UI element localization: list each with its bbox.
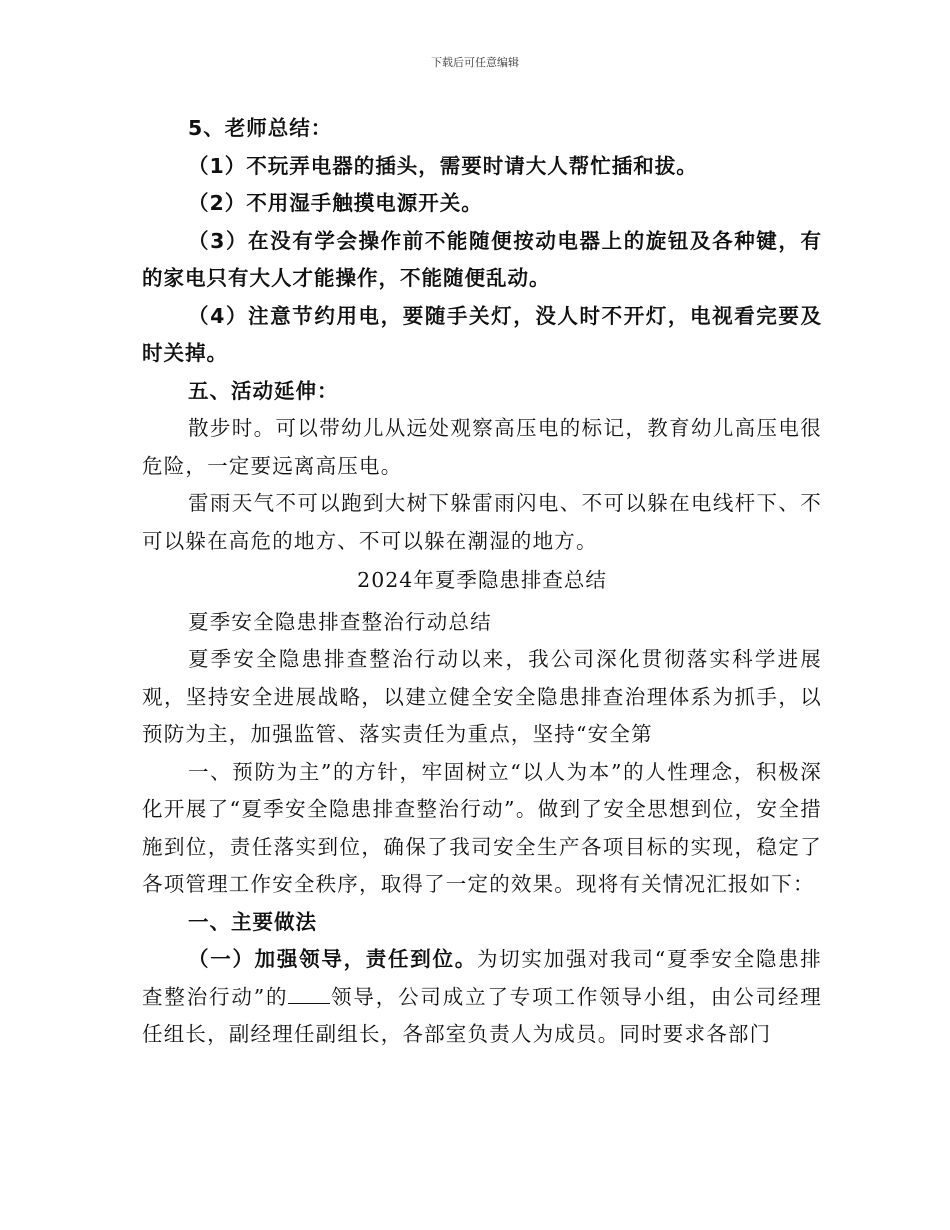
page-header: 下载后可任意编辑: [431, 56, 519, 69]
summary-item-1: （1）不玩弄电器的插头，需要时请大人帮忙插和拔。: [188, 153, 698, 178]
extension-paragraph-1: 散步时。可以带幼儿从远处观察高压电的标记，教育幼儿高压电很危险，一定要远离高压电。: [142, 416, 822, 478]
body-paragraph-2: 一、预防为主”的方针，牢固树立“以人为本”的人性理念，积极深化开展了“夏季安全隐患排查整治行动”。做到了安全思想到位，安全措施到位，责任落实到位，确保了我司安全生产各项目标的实现，稳定了各项管理工作安全秩序，取得了一定的效果。现将有关情况汇报如下：: [142, 759, 822, 896]
fill-in-blank: [288, 985, 330, 1004]
body-paragraph-1: 夏季安全隐患排查整治行动以来，我公司深化贯彻落实科学进展观，坚持安全进展战略，以建立健全安全隐患排查治理体系为抓手，以预防为主，加强监管、落实责任为重点，坚持“安全第: [142, 647, 822, 746]
practice-item-1: [142, 941, 822, 1054]
document-body: [142, 110, 822, 1054]
practice-item-1-text-b: 领导，公司成立了专项工作领导小组，由公司经理任组长，副经理任副组长，各部室负责人为成员。同时要求各部门: [142, 984, 822, 1046]
practice-item-1-lead: （一）加强领导，责任到位。: [188, 947, 477, 971]
section-heading-activity-extension: 五、活动延伸：: [188, 378, 339, 403]
summary-item-4: （4）注意节约用电，要随手关灯，没人时不开灯，电视看完要及时关掉。: [142, 303, 822, 365]
extension-paragraph-2: 雷雨天气不可以跑到大树下躲雷雨闪电、不可以躲在电线杆下、不可以躲在高危的地方、不可以躲在潮湿的地方。: [142, 491, 822, 553]
summary-item-3: （3）在没有学会操作前不能随便按动电器上的旋钮及各种键，有的家电只有大人才能操作，不能随便乱动。: [142, 228, 822, 290]
practice-item-1-text-a: 为切实加强对我司“夏季安全隐患排查整治行动”的: [142, 947, 822, 1009]
section-heading-teacher-summary: 5、老师总结：: [188, 116, 333, 140]
main-practices-heading: 一、主要做法: [188, 909, 317, 934]
document-subtitle: 夏季安全隐患排查整治行动总结: [188, 609, 492, 634]
document-title: 2024年夏季隐患排查总结: [357, 568, 607, 592]
summary-item-2: （2）不用湿手触摸电源开关。: [188, 191, 483, 215]
